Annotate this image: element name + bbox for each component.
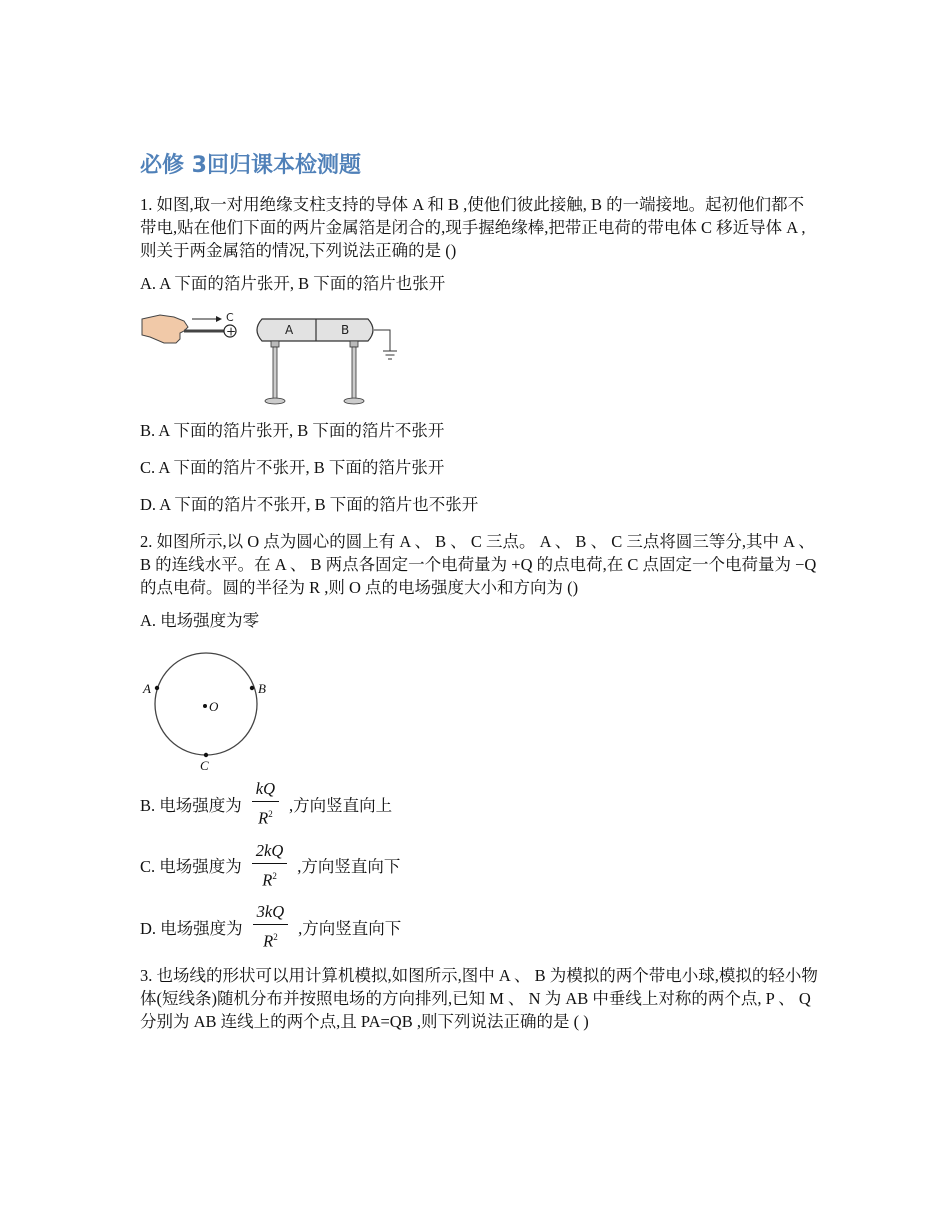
question-1-option-b: B. A 下面的箔片张开, B 下面的箔片不张开 [140,421,445,440]
label-o: O [209,699,219,714]
label-c: C [226,311,234,324]
question-2-option-c: C. 电场强度为 $\frac{2kQ}{R^2}$ ,方向竖直向下 [140,840,401,889]
question-1-option-a: A. A 下面的箔片张开, B 下面的箔片也张开 [140,274,446,293]
conductor-tube [257,319,373,341]
stand-a-pole [273,347,277,399]
stand-a-base [265,398,285,404]
label-a: A [285,323,294,337]
label-c: C [200,758,209,771]
question-1-option-c: C. A 下面的箔片不张开, B 下面的箔片张开 [140,458,445,477]
hand-illustration [142,315,188,343]
stand-b-base [344,398,364,404]
point-o [203,704,207,708]
point-c [204,753,208,757]
plus-sign: + [226,324,237,339]
point-b [250,686,254,690]
question-2-option-b: B. 电场强度为 $\frac{kQ}{R^2}$ ,方向竖直向上 [140,779,393,828]
point-a [155,686,159,690]
question-1-stem: 1. 如图,取一对用绝缘支柱支持的导体 A 和 B ,使他们彼此接触, B 的一端接地。起初他们都不带电,贴在他们下面的两片金属箔是闭合的,现手握绝缘棒,把带正电荷的带电体 C 移近导体 A ,则关于两金属箔的情况,下列说法正确的是 () [140,195,806,260]
fraction: $\frac{3kQ}{R^2}$ [253,902,289,952]
document-page [140,148,820,1043]
question-2-option-a: A. 电场强度为零 [140,611,260,630]
question-2-option-d: D. 电场强度为 $\frac{3kQ}{R^2}$ ,方向竖直向下 [140,902,402,951]
stand-b-pole [352,347,356,399]
conductor-figure [140,309,410,409]
stand-b-top [350,341,358,347]
label-b: B [258,681,266,696]
page-title: 必修 3回归课本检测题 [140,153,361,178]
circle-outline [155,653,257,755]
label-a: A [143,681,151,696]
fraction: $\frac{kQ}{R^2}$ [252,779,279,829]
question-3-stem: 3. 也场线的形状可以用计算机模拟,如图所示,图中 A 、 B 为模拟的两个带电小球,模拟的轻小物体(短线条)随机分布并按照电场的方向排列,已知 M 、 N 为 AB 中垂线上对称的两个点, P 、 Q 分别为 AB 连线上的两个点,且 PA=QB ,则下列说法正确的是 ( ) [140,965,818,1031]
fraction: $\frac{2kQ}{R^2}$ [252,841,288,891]
ground-wire [374,330,390,351]
question-2-stem: 2. 如图所示,以 O 点为圆心的圆上有 A 、 B 、 C 三点。 A 、 B 、 C 三点将圆三等分,其中 A 、 B 的连线水平。在 A 、 B 两点各固定一个电荷量为 +Q 的点电荷,在 C 点固定一个电荷量为 −Q 的点电荷。圆的半径为 R ,则 O 点的电场强度大小和方向为 () [140,532,817,597]
question-1-option-d: D. A 下面的箔片不张开, B 下面的箔片也不张开 [140,495,479,514]
stand-a-top [271,341,279,347]
circle-figure [140,646,290,771]
label-b: B [341,323,350,337]
